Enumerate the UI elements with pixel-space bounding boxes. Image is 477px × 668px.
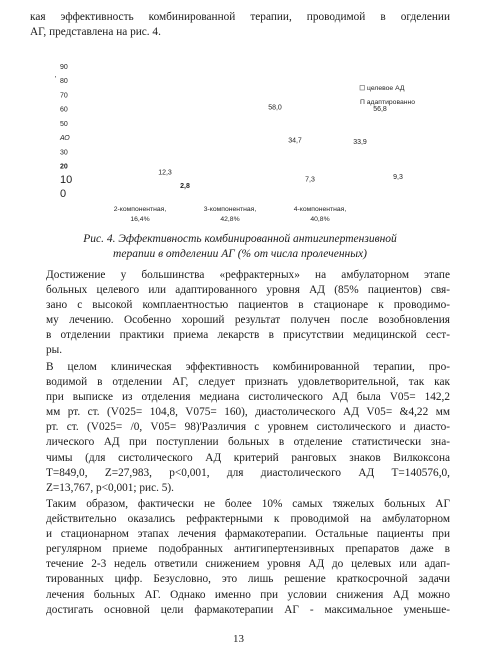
- text-line: Достижение у большинства «рефрактерных» на амбулаторном этапе: [46, 269, 450, 281]
- category-label: 42,8%: [220, 216, 240, 223]
- text-line: АГ, представлена на рис. 4.: [30, 26, 161, 39]
- y-tick-label: 60: [60, 106, 68, 114]
- text-line: T=849,0, Z=27,983, p<0,001, для диастолического АД T=140576,0,: [46, 466, 450, 479]
- data-label: 33,9: [353, 138, 367, 146]
- efficacy-chart: [55, 58, 460, 228]
- text-line: достигать основной цели фармакотерапии АГ - максимальное уменьше-: [46, 603, 450, 616]
- text-line: му лечению. Особенно хороший результат получен после возобновления: [46, 314, 450, 327]
- data-label: 34,7: [288, 137, 302, 145]
- data-label: 9,3: [393, 173, 403, 181]
- category-label: 2-компонентная,: [113, 206, 167, 213]
- text-line: в отделении практики приема лекарств в присутствии медицинской сест-: [46, 329, 450, 342]
- text-line: при выписке из отделения медиана систолического АД была V05= 142,2: [46, 391, 450, 404]
- text-line: мм рт. ст. (V025= 104,8, V075= 160), диастолического АД V05= &4,22 мм: [46, 406, 450, 419]
- text-line: больных целевого или адаптированного уровня АД (85% пациентов) свя-: [46, 284, 450, 297]
- text-line: тированных цифр. Безусловно, это лишь решение краткосрочной задачи: [46, 573, 450, 586]
- y-tick-label: АО: [60, 135, 70, 143]
- caption-line: Рис. 4. Эффективность комбинированной антигипертензивной: [83, 233, 397, 245]
- legend-label: целевое АД: [367, 85, 405, 92]
- text-line: чимы (для систолического АД критерий ранговых знаков Вилкоксона: [46, 451, 450, 464]
- category-label: 3-компонентная,: [203, 206, 257, 213]
- caption-line: терапии в отделении АГ (% от числа пролеченных): [113, 248, 367, 260]
- data-label: 2,8: [180, 183, 190, 191]
- y-axis-marker: ': [55, 76, 57, 83]
- category-label: 16,4%: [130, 216, 150, 223]
- data-label: 12,3: [158, 169, 172, 177]
- text-line: лечения больных АГ. Однако именно при условии снижения АД можно: [46, 588, 450, 601]
- text-line: водимой в отделении АГ, следует признать удовлетворительной, так как: [46, 376, 450, 389]
- figure-caption: [30, 232, 450, 262]
- category-label: 4-компонентная,: [293, 206, 347, 213]
- text-line: Z=13,767, p<0,001; рис. 5).: [46, 481, 174, 494]
- y-tick-label: 50: [60, 120, 68, 128]
- text-line: лического АД при поступлении больных в отделение статистически зна-: [46, 436, 450, 449]
- y-tick-label: 30: [60, 149, 68, 157]
- data-label: 56,8: [373, 106, 387, 114]
- text-line: действительно оказались рефрактерными к проводимой на амбулаторном: [46, 513, 450, 526]
- y-tick-label: 20: [60, 163, 68, 171]
- legend-swatch: [360, 86, 365, 91]
- top-paragraph: [30, 10, 450, 40]
- y-tick-label: 70: [60, 92, 68, 100]
- text-line: и стационарном этапах лечения фармакотерапии. Остальные пациенты при: [46, 528, 450, 541]
- page-number: 13: [233, 633, 244, 645]
- category-label: 40,8%: [310, 216, 330, 223]
- data-label: 58,0: [268, 104, 282, 112]
- text-line: течение 2-3 недель ответили снижением уровня АД до целевых или адап-: [46, 558, 450, 571]
- text-line: Таким образом, фактически не более 10% самых тяжелых больных АГ: [46, 498, 450, 510]
- text-line: регулярном приеме подобранных антигипертензивных препаратов даже в: [46, 543, 450, 556]
- y-tick-label: 0: [60, 188, 67, 200]
- paragraph-2: [30, 360, 450, 496]
- text-line: ры.: [46, 344, 63, 357]
- y-tick-label: 80: [60, 78, 68, 86]
- text-line: кая эффективность комбинированной терапии, проводимой в огделении: [30, 11, 450, 23]
- y-tick-label: 90: [60, 64, 68, 71]
- data-label: 7,3: [305, 176, 315, 184]
- text-line: рт. ст. (V025= /0, V05= 98)'Различия с уровнем систолического и диасто-: [46, 421, 450, 434]
- legend-label: П адаптированно: [360, 99, 416, 106]
- y-tick-label: 10: [60, 173, 73, 186]
- paragraph-1: [30, 268, 450, 359]
- text-line: В целом клиническая эффективность комбинированной терапии, про-: [46, 361, 450, 373]
- text-line: зано с высокой комплаентностью пациентов в стационаре к проводимо-: [46, 299, 450, 312]
- paragraph-3: [30, 497, 450, 618]
